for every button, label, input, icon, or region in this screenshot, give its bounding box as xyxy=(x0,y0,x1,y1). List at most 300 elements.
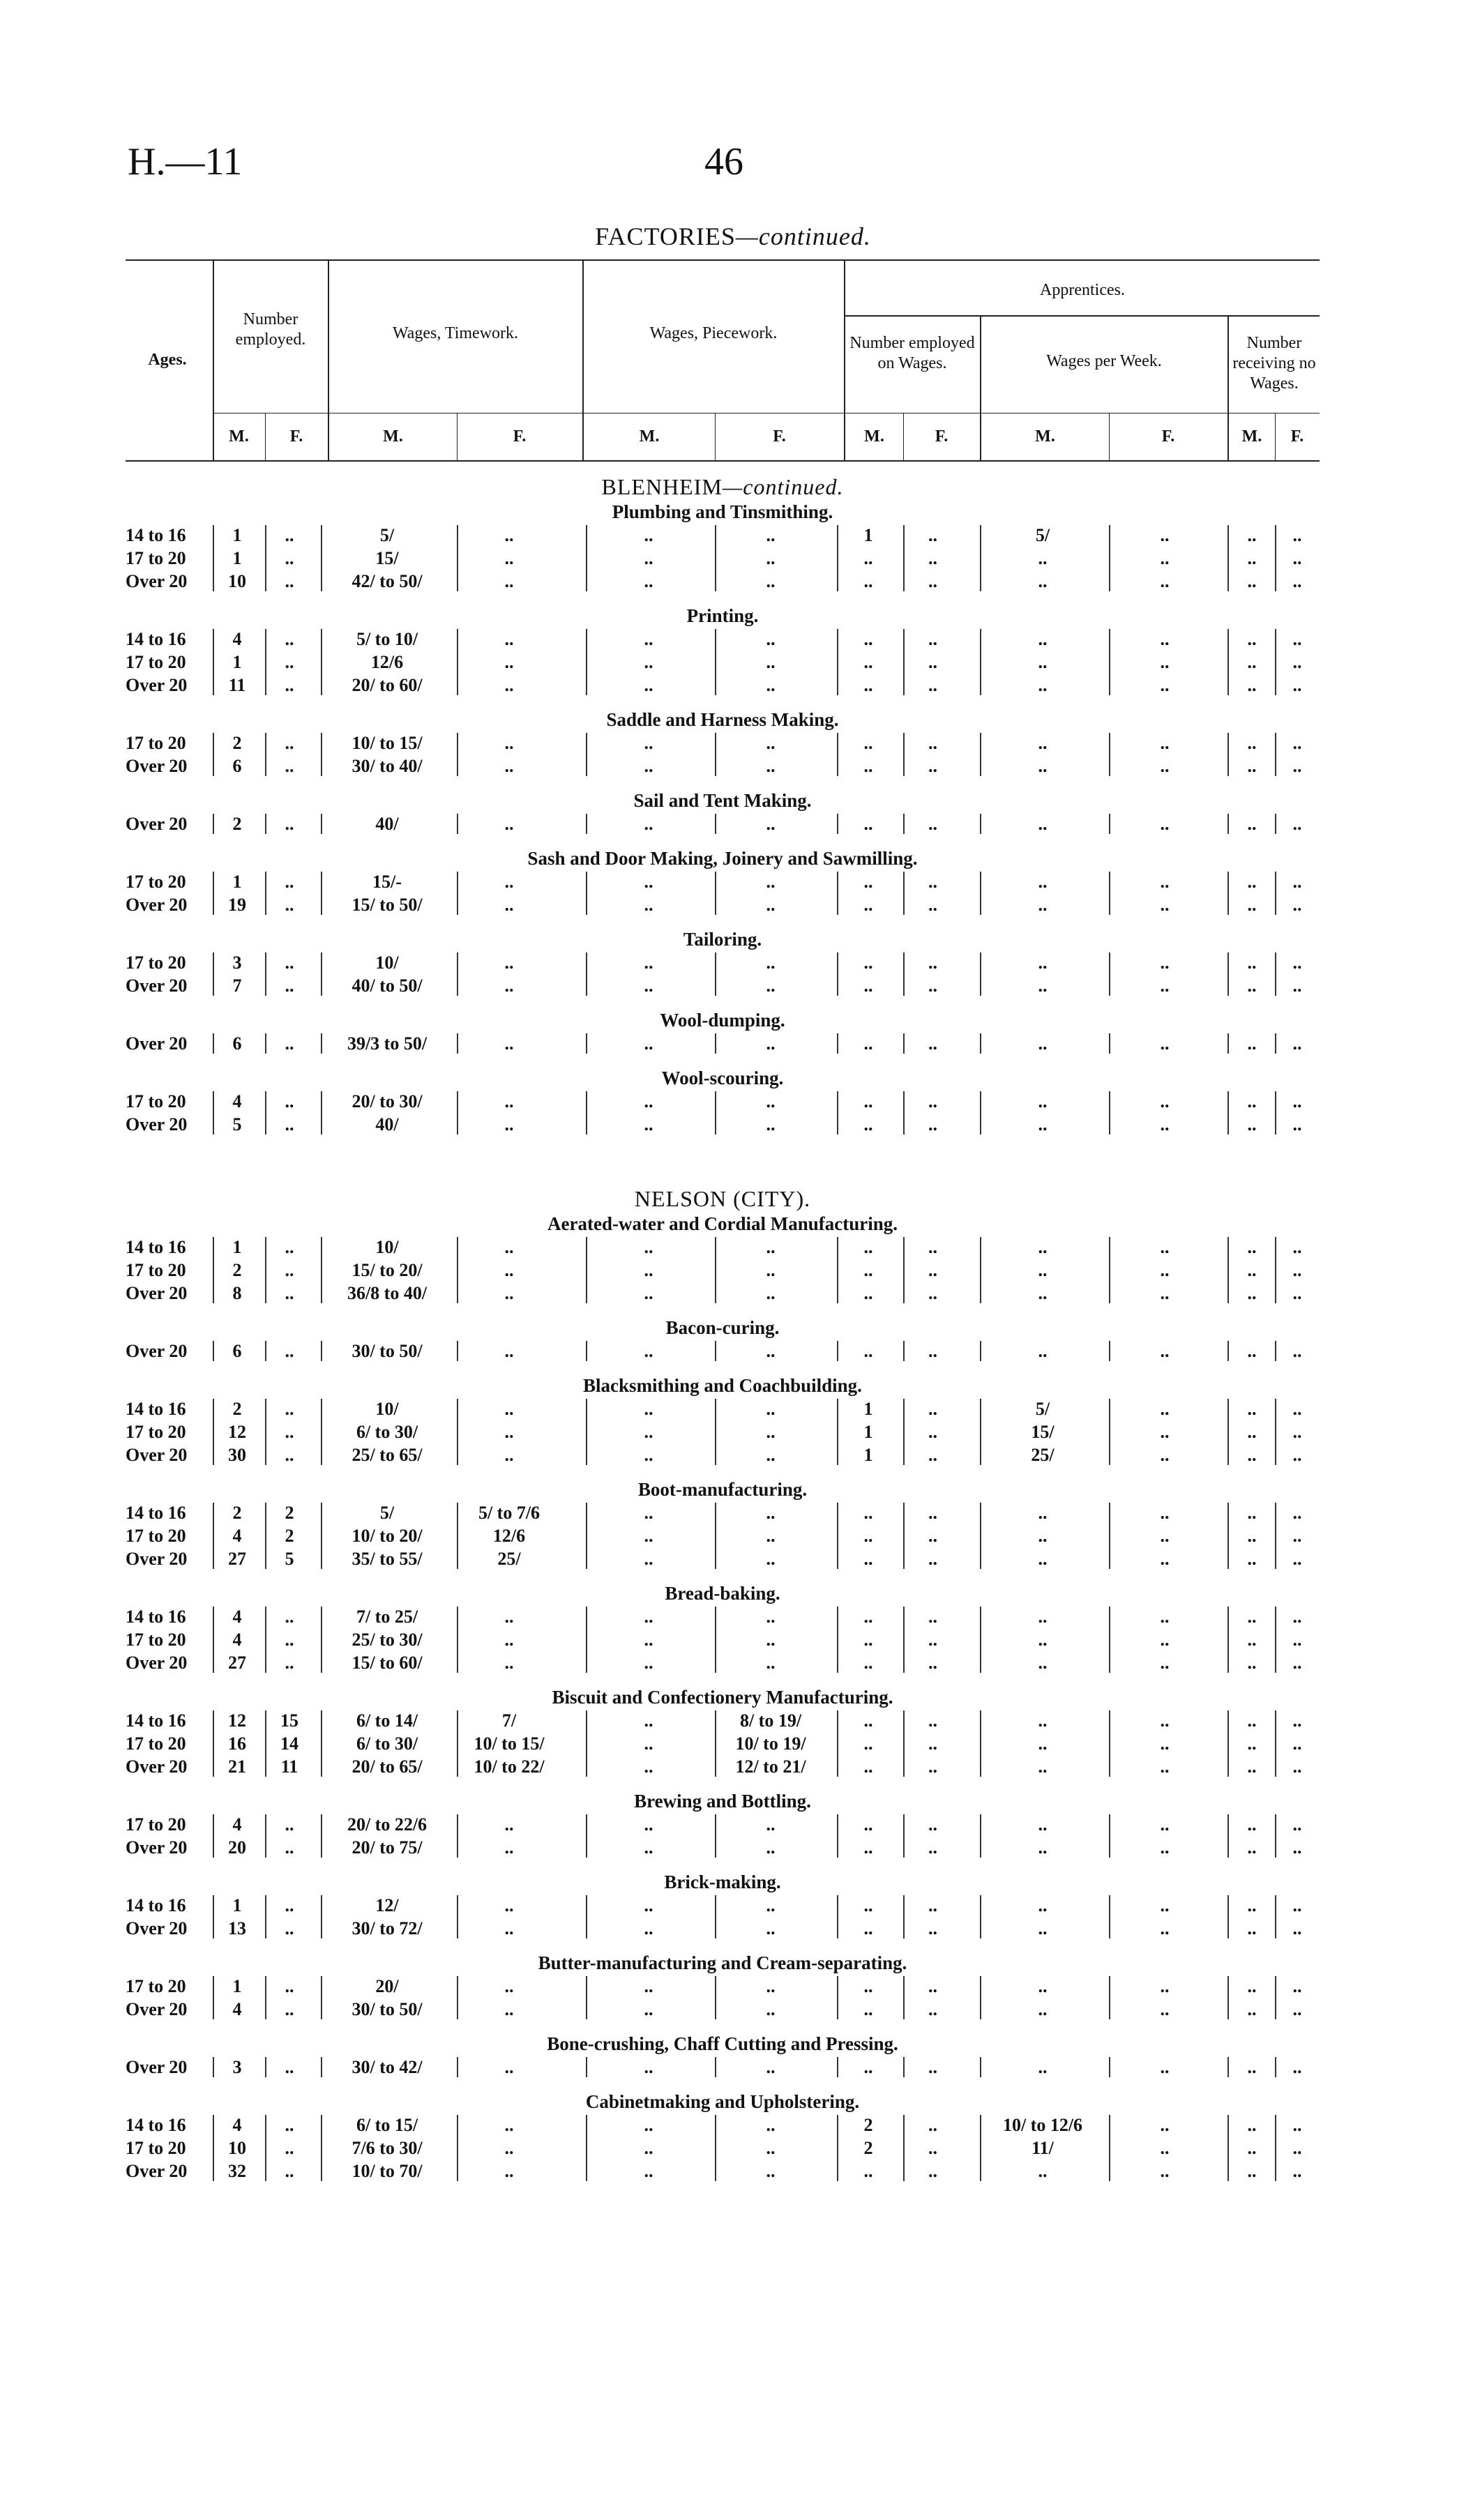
employed-f-cell: .. xyxy=(285,1091,294,1111)
appr-employed-f-cell: .. xyxy=(928,2057,937,2077)
column-rule xyxy=(903,1237,905,1303)
age-cell: 17 to 20 xyxy=(126,733,186,753)
appr-wages-m-cell: .. xyxy=(1038,1999,1048,2019)
column-rule xyxy=(457,1895,458,1938)
piecework-f-cell: .. xyxy=(766,1091,776,1111)
column-rule xyxy=(586,1895,587,1938)
piecework-m-cell: .. xyxy=(644,1837,653,1858)
appr-nowages-f-cell: .. xyxy=(1292,1837,1302,1858)
col-appr-number: Number employed on Wages. xyxy=(849,334,975,372)
column-rule xyxy=(265,1895,266,1938)
piecework-f-cell: .. xyxy=(766,2057,776,2077)
col-f: F. xyxy=(513,427,527,446)
column-rule xyxy=(586,872,587,915)
piecework-f-cell: .. xyxy=(766,1999,776,2019)
column-rule xyxy=(213,1399,214,1465)
appr-wages-m-cell: .. xyxy=(1038,1091,1048,1111)
appr-wages-f-cell: .. xyxy=(1160,976,1170,996)
appr-wages-f-cell: .. xyxy=(1160,1526,1170,1546)
col-wages-piecework: Wages, Piecework. xyxy=(649,324,778,342)
column-rule xyxy=(265,733,266,776)
column-rule xyxy=(903,1710,905,1777)
column-rule xyxy=(1227,1710,1229,1777)
piecework-m-cell: .. xyxy=(644,1283,653,1303)
column-header xyxy=(126,259,1320,463)
table-row xyxy=(126,951,1320,974)
appr-nowages-f-cell: .. xyxy=(1292,1503,1302,1523)
piecework-f-cell: .. xyxy=(766,1033,776,1054)
timework-f-cell: .. xyxy=(504,1607,514,1627)
appr-nowages-f-cell: .. xyxy=(1292,2138,1302,2158)
column-rule xyxy=(321,1033,322,1054)
piecework-m-cell: .. xyxy=(644,675,653,695)
piecework-f-cell: .. xyxy=(766,1114,776,1134)
appr-wages-f-cell: .. xyxy=(1160,2057,1170,2077)
table-row xyxy=(126,974,1320,997)
column-rule xyxy=(457,1814,458,1858)
timework-m-cell: 20/ to 60/ xyxy=(352,675,423,695)
timework-m-cell: 25/ to 65/ xyxy=(352,1445,423,1465)
appr-nowages-m-cell: .. xyxy=(1247,629,1257,649)
column-rule xyxy=(1227,1976,1229,2019)
appr-wages-m-cell: 11/ xyxy=(1032,2138,1054,2158)
column-rule xyxy=(837,2057,838,2077)
timework-f-cell: .. xyxy=(504,1283,514,1303)
column-rule xyxy=(1227,525,1229,591)
piecework-m-cell: .. xyxy=(644,1260,653,1280)
employed-m-cell: 21 xyxy=(228,1756,246,1777)
appr-employed-f-cell: .. xyxy=(928,1283,937,1303)
piecework-m-cell: .. xyxy=(644,2115,653,2135)
appr-nowages-f-cell: .. xyxy=(1292,1445,1302,1465)
column-rule xyxy=(213,2057,214,2077)
appr-employed-m-cell: .. xyxy=(863,872,873,892)
timework-f-cell: .. xyxy=(504,571,514,591)
appr-wages-f-cell: .. xyxy=(1160,1549,1170,1569)
column-rule xyxy=(321,1091,322,1134)
employed-m-cell: 2 xyxy=(232,1260,242,1280)
table-row xyxy=(126,870,1320,893)
table-row xyxy=(126,1836,1320,1859)
column-rule xyxy=(1275,629,1276,695)
column-rule xyxy=(715,1341,716,1361)
piecework-f-cell: .. xyxy=(766,952,776,973)
page-header xyxy=(0,139,1466,195)
age-cell: Over 20 xyxy=(126,1999,188,2019)
timework-m-cell: 20/ xyxy=(375,1976,399,1996)
piecework-m-cell: .. xyxy=(644,895,653,915)
appr-wages-m-cell: 5/ xyxy=(1035,525,1050,545)
table-row xyxy=(126,1709,1320,1732)
column-rule xyxy=(1275,1976,1276,2019)
age-cell: Over 20 xyxy=(126,895,188,915)
timework-m-cell: 25/ to 30/ xyxy=(352,1630,423,1650)
appr-employed-m-cell: .. xyxy=(863,1756,873,1777)
column-rule xyxy=(321,872,322,915)
age-cell: 17 to 20 xyxy=(126,1526,186,1546)
appr-nowages-f-cell: .. xyxy=(1292,1895,1302,1915)
appr-nowages-f-cell: .. xyxy=(1292,1630,1302,1650)
piecework-f-cell: .. xyxy=(766,2138,776,2158)
age-cell: Over 20 xyxy=(126,1033,188,1054)
column-rule xyxy=(586,1503,587,1569)
table-row xyxy=(126,2160,1320,2183)
column-rule xyxy=(321,1710,322,1777)
piecework-f-cell: .. xyxy=(766,1814,776,1835)
column-rule xyxy=(265,1976,266,2019)
column-rule xyxy=(837,814,838,834)
column-rule xyxy=(321,1895,322,1938)
table-row xyxy=(126,1443,1320,1466)
piecework-f-cell: .. xyxy=(766,548,776,568)
timework-m-cell: 6/ to 30/ xyxy=(356,1733,418,1754)
col-m: M. xyxy=(229,427,249,446)
appr-wages-f-cell: .. xyxy=(1160,1237,1170,1257)
piecework-f-cell: .. xyxy=(766,1607,776,1627)
column-rule xyxy=(837,1814,838,1858)
age-cell: 14 to 16 xyxy=(126,629,186,649)
industry-group xyxy=(126,1236,1320,1305)
appr-wages-f-cell: .. xyxy=(1160,1607,1170,1627)
column-rule xyxy=(321,952,322,996)
column-rule xyxy=(980,872,981,915)
appr-nowages-m-cell: .. xyxy=(1247,872,1257,892)
column-rule xyxy=(837,1341,838,1361)
age-cell: Over 20 xyxy=(126,814,188,834)
appr-wages-m-cell: .. xyxy=(1038,952,1048,973)
industry-title: Brick-making. xyxy=(664,1872,781,1892)
appr-wages-f-cell: .. xyxy=(1160,1422,1170,1442)
column-rule xyxy=(715,1033,716,1054)
appr-nowages-f-cell: .. xyxy=(1292,1260,1302,1280)
column-rule xyxy=(321,525,322,591)
appr-employed-m-cell: .. xyxy=(863,652,873,672)
industry-title: Blacksmithing and Coachbuilding. xyxy=(583,1375,862,1396)
age-cell: Over 20 xyxy=(126,1341,188,1361)
table-row xyxy=(126,1339,1320,1363)
column-rule xyxy=(586,1399,587,1465)
column-rule xyxy=(265,1237,266,1303)
column-rule xyxy=(1109,814,1110,834)
piecework-m-cell: .. xyxy=(644,629,653,649)
piecework-m-cell: .. xyxy=(644,814,653,834)
timework-m-cell: 15/- xyxy=(372,872,402,892)
timework-m-cell: 5/ xyxy=(379,1503,395,1523)
appr-wages-f-cell: .. xyxy=(1160,629,1170,649)
page-number: 46 xyxy=(704,140,743,183)
industry-title: Boot-manufacturing. xyxy=(637,1479,808,1500)
column-rule xyxy=(1109,1976,1110,2019)
employed-f-cell: .. xyxy=(285,872,294,892)
appr-nowages-f-cell: .. xyxy=(1292,1976,1302,1996)
column-rule xyxy=(586,733,587,776)
column-rule xyxy=(1275,525,1276,591)
timework-f-cell: .. xyxy=(504,1814,514,1835)
col-m: M. xyxy=(864,427,884,446)
piecework-m-cell: .. xyxy=(644,1895,653,1915)
column-rule xyxy=(457,629,458,695)
industry-group xyxy=(126,1894,1320,1940)
column-rule xyxy=(321,1237,322,1303)
employed-m-cell: 6 xyxy=(232,1033,242,1054)
piecework-f-cell: .. xyxy=(766,1837,776,1858)
age-cell: Over 20 xyxy=(126,2057,188,2077)
table-row xyxy=(126,1628,1320,1651)
column-rule xyxy=(586,1710,587,1777)
column-rule xyxy=(715,2057,716,2077)
column-rule xyxy=(1227,1237,1229,1303)
appr-nowages-m-cell: .. xyxy=(1247,976,1257,996)
table-row xyxy=(126,1420,1320,1443)
appr-employed-f-cell: .. xyxy=(928,652,937,672)
column-rule xyxy=(586,525,587,591)
table-row xyxy=(126,1975,1320,1998)
column-rule xyxy=(980,2057,981,2077)
column-rule xyxy=(837,1033,838,1054)
timework-f-cell: .. xyxy=(504,1399,514,1419)
piecework-f-cell: .. xyxy=(766,2161,776,2181)
appr-wages-m-cell: .. xyxy=(1038,675,1048,695)
appr-wages-m-cell: 10/ to 12/6 xyxy=(1002,2115,1083,2135)
appr-wages-m-cell: .. xyxy=(1038,976,1048,996)
column-rule xyxy=(213,2115,214,2181)
employed-m-cell: 3 xyxy=(232,952,242,973)
employed-f-cell: .. xyxy=(285,952,294,973)
appr-wages-m-cell: .. xyxy=(1038,1283,1048,1303)
appr-employed-f-cell: .. xyxy=(928,1033,937,1054)
appr-wages-m-cell: .. xyxy=(1038,1503,1048,1523)
appr-employed-m-cell: .. xyxy=(863,1260,873,1280)
employed-m-cell: 27 xyxy=(228,1549,246,1569)
column-rule xyxy=(457,2115,458,2181)
piecework-m-cell: .. xyxy=(644,733,653,753)
page-code: H.—11 xyxy=(128,140,243,183)
appr-nowages-f-cell: .. xyxy=(1292,952,1302,973)
column-rule xyxy=(903,872,905,915)
timework-f-cell: 10/ to 22/ xyxy=(474,1756,545,1777)
piecework-f-cell: .. xyxy=(766,1918,776,1938)
column-rule xyxy=(1227,2115,1229,2181)
piecework-m-cell: .. xyxy=(644,756,653,776)
industry-group xyxy=(126,1605,1320,1674)
column-rule xyxy=(265,1091,266,1134)
piecework-m-cell: .. xyxy=(644,1033,653,1054)
column-rule xyxy=(213,629,214,695)
timework-m-cell: 10/ xyxy=(375,1237,399,1257)
employed-m-cell: 10 xyxy=(228,571,246,591)
employed-f-cell: 2 xyxy=(285,1526,294,1546)
piecework-m-cell: .. xyxy=(644,1630,653,1650)
appr-nowages-m-cell: .. xyxy=(1247,1283,1257,1303)
industry-group xyxy=(126,1709,1320,1778)
appr-wages-m-cell: .. xyxy=(1038,1837,1048,1858)
column-rule xyxy=(980,629,981,695)
industry-group xyxy=(126,731,1320,777)
appr-wages-f-cell: .. xyxy=(1160,652,1170,672)
industry-group xyxy=(126,1501,1320,1570)
appr-nowages-f-cell: .. xyxy=(1292,1918,1302,1938)
timework-f-cell: .. xyxy=(504,2115,514,2135)
column-rule xyxy=(213,1607,214,1673)
column-rule xyxy=(837,1399,838,1465)
employed-m-cell: 12 xyxy=(228,1422,246,1442)
timework-m-cell: 6/ to 30/ xyxy=(356,1422,418,1442)
timework-f-cell: .. xyxy=(504,952,514,973)
age-cell: 17 to 20 xyxy=(126,652,186,672)
employed-f-cell: .. xyxy=(285,1607,294,1627)
piecework-f-cell: .. xyxy=(766,571,776,591)
age-cell: Over 20 xyxy=(126,1445,188,1465)
appr-nowages-f-cell: .. xyxy=(1292,976,1302,996)
appr-employed-f-cell: .. xyxy=(928,1895,937,1915)
age-cell: Over 20 xyxy=(126,1653,188,1673)
appr-wages-m-cell: 5/ xyxy=(1035,1399,1050,1419)
appr-employed-m-cell: .. xyxy=(863,2057,873,2077)
column-rule xyxy=(321,1976,322,2019)
table-row xyxy=(126,1547,1320,1570)
employed-f-cell: .. xyxy=(285,1445,294,1465)
timework-f-cell: .. xyxy=(504,525,514,545)
column-rule xyxy=(457,1503,458,1569)
column-rule xyxy=(903,1091,905,1134)
employed-f-cell: 15 xyxy=(280,1710,299,1731)
appr-nowages-f-cell: .. xyxy=(1292,1756,1302,1777)
age-cell: Over 20 xyxy=(126,1918,188,1938)
appr-nowages-m-cell: .. xyxy=(1247,1630,1257,1650)
timework-m-cell: 15/ to 20/ xyxy=(352,1260,423,1280)
appr-wages-m-cell: .. xyxy=(1038,1918,1048,1938)
table-row xyxy=(126,2056,1320,2079)
col-f: F. xyxy=(773,427,786,446)
industry-title: Brewing and Bottling. xyxy=(634,1791,811,1812)
employed-m-cell: 4 xyxy=(232,2115,242,2135)
column-rule xyxy=(903,1976,905,2019)
column-rule xyxy=(213,733,214,776)
timework-f-cell: .. xyxy=(504,895,514,915)
appr-nowages-f-cell: .. xyxy=(1292,1114,1302,1134)
appr-employed-m-cell: .. xyxy=(863,1710,873,1731)
column-rule xyxy=(980,1237,981,1303)
employed-f-cell: .. xyxy=(285,525,294,545)
appr-employed-f-cell: .. xyxy=(928,1607,937,1627)
age-cell: 17 to 20 xyxy=(126,1422,186,1442)
employed-m-cell: 6 xyxy=(232,1341,242,1361)
column-rule xyxy=(837,952,838,996)
appr-employed-m-cell: .. xyxy=(863,733,873,753)
column-rule xyxy=(457,1341,458,1361)
column-rule xyxy=(980,1895,981,1938)
col-number-employed: Number employed. xyxy=(235,310,306,349)
column-rule xyxy=(265,814,266,834)
appr-wages-f-cell: .. xyxy=(1160,2138,1170,2158)
appr-wages-f-cell: .. xyxy=(1160,1399,1170,1419)
appr-nowages-m-cell: .. xyxy=(1247,733,1257,753)
appr-employed-m-cell: .. xyxy=(863,976,873,996)
column-rule xyxy=(1109,1399,1110,1465)
column-rule xyxy=(903,1503,905,1569)
column-rule xyxy=(715,1814,716,1858)
appr-employed-m-cell: .. xyxy=(863,1918,873,1938)
employed-m-cell: 20 xyxy=(228,1837,246,1858)
column-rule xyxy=(1275,814,1276,834)
piecework-m-cell: .. xyxy=(644,1422,653,1442)
appr-employed-f-cell: .. xyxy=(928,952,937,973)
piecework-f-cell: .. xyxy=(766,525,776,545)
table-row xyxy=(126,731,1320,754)
timework-m-cell: 10/ to 15/ xyxy=(352,733,423,753)
appr-nowages-m-cell: .. xyxy=(1247,756,1257,776)
column-rule xyxy=(1109,952,1110,996)
industry-title: Butter-manufacturing and Cream-separating. xyxy=(538,1952,907,1973)
timework-f-cell: .. xyxy=(504,1260,514,1280)
table-row xyxy=(126,754,1320,777)
industry-group xyxy=(126,1813,1320,1859)
employed-f-cell: .. xyxy=(285,733,294,753)
appr-wages-f-cell: .. xyxy=(1160,525,1170,545)
age-cell: Over 20 xyxy=(126,976,188,996)
appr-employed-f-cell: .. xyxy=(928,756,937,776)
column-rule xyxy=(265,1503,266,1569)
age-cell: Over 20 xyxy=(126,756,188,776)
timework-m-cell: 6/ to 15/ xyxy=(356,2115,418,2135)
piecework-f-cell: .. xyxy=(766,1503,776,1523)
timework-f-cell: .. xyxy=(504,1422,514,1442)
column-rule xyxy=(321,2057,322,2077)
timework-m-cell: 40/ to 50/ xyxy=(352,976,423,996)
appr-wages-f-cell: .. xyxy=(1160,571,1170,591)
timework-m-cell: 39/3 to 50/ xyxy=(347,1033,428,1054)
column-rule xyxy=(265,872,266,915)
column-rule xyxy=(1109,2115,1110,2181)
column-rule xyxy=(586,814,587,834)
column-rule xyxy=(265,1341,266,1361)
column-rule xyxy=(1109,1814,1110,1858)
piecework-f-cell: .. xyxy=(766,1422,776,1442)
appr-nowages-m-cell: .. xyxy=(1247,571,1257,591)
age-cell: Over 20 xyxy=(126,1283,188,1303)
employed-m-cell: 19 xyxy=(228,895,246,915)
piecework-f-cell: .. xyxy=(766,756,776,776)
age-cell: 14 to 16 xyxy=(126,1399,186,1419)
timework-m-cell: 35/ to 55/ xyxy=(352,1549,423,1569)
table-row xyxy=(126,674,1320,697)
timework-f-cell: .. xyxy=(504,629,514,649)
appr-wages-f-cell: .. xyxy=(1160,1091,1170,1111)
table-row xyxy=(126,1755,1320,1778)
appr-employed-m-cell: .. xyxy=(863,2161,873,2181)
section-name: NELSON (CITY). xyxy=(634,1186,811,1211)
piecework-m-cell: .. xyxy=(644,1814,653,1835)
column-rule xyxy=(457,1399,458,1465)
age-cell: 14 to 16 xyxy=(126,2115,186,2135)
industry-title: Sash and Door Making, Joinery and Sawmilling. xyxy=(527,848,918,869)
appr-wages-m-cell: .. xyxy=(1038,2161,1048,2181)
table-row xyxy=(126,893,1320,916)
table-row xyxy=(126,1998,1320,2021)
timework-m-cell: 12/6 xyxy=(370,652,404,672)
column-rule xyxy=(980,1607,981,1673)
employed-m-cell: 6 xyxy=(232,756,242,776)
appr-wages-m-cell: .. xyxy=(1038,1733,1048,1754)
piecework-m-cell: .. xyxy=(644,1733,653,1754)
appr-nowages-m-cell: .. xyxy=(1247,1976,1257,1996)
appr-nowages-m-cell: .. xyxy=(1247,2138,1257,2158)
appr-employed-m-cell: 2 xyxy=(863,2138,873,2158)
appr-nowages-f-cell: .. xyxy=(1292,2057,1302,2077)
piecework-m-cell: .. xyxy=(644,1653,653,1673)
column-rule xyxy=(837,629,838,695)
col-ages: Ages. xyxy=(148,351,187,369)
